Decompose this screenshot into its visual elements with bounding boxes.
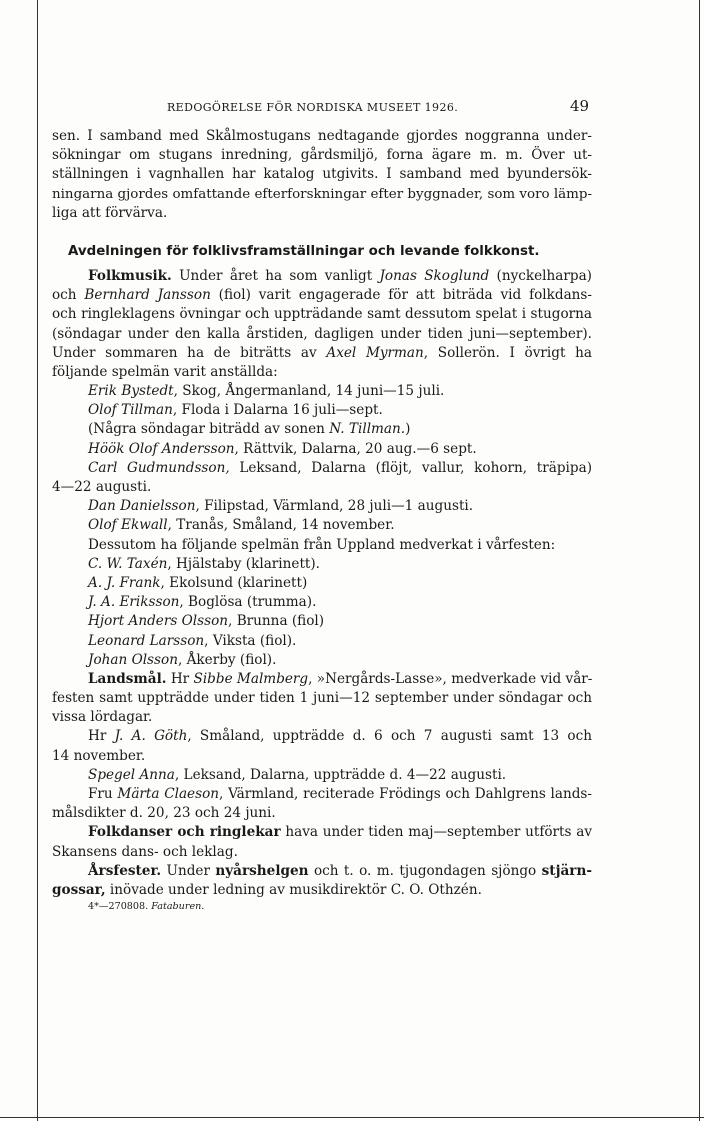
printer-signature: 4*—270808. [88, 901, 149, 913]
list-item: Olof Tillman, Floda i Dalarna 16 juli—sept. [88, 402, 383, 419]
text-line: sökningar om stugans inredning, gårdsmiljö, forna ägare m. m. Över ut- [52, 147, 592, 164]
uppland-intro: Dessutom ha följande spelmän från Uppland medverkat i vårfesten: [88, 536, 556, 553]
person-name: A. J. Frank [88, 574, 161, 591]
list-item: Carl Gudmundsson, Leksand, Dalarna (flöjt, vallur, kohorn, träpipa) [88, 459, 592, 476]
list-item-continuation: 4—22 augusti. [52, 479, 152, 495]
page-body [52, 127, 592, 914]
text-line: följande spelmän varit anställda: [52, 363, 278, 380]
text-line: Folkdanser och ringlekar hava under tiden maj—september utförts av [88, 824, 593, 841]
person-name: Höök Olof Andersson [88, 440, 235, 457]
person-name: Johan Olsson [88, 651, 178, 668]
journal-name: Fataburen. [151, 901, 205, 913]
text-line: festen samt uppträdde under tiden 1 juni—12 september under söndagar och [52, 690, 592, 707]
text-line: Landsmål. Hr Sibbe Malmberg, »Nergårds-Lasse», medverkade vid vår- [88, 670, 593, 687]
page-number: 49 [570, 97, 590, 115]
person-name: Sibbe Malmberg [193, 670, 309, 687]
text-line: (söndagar under den kalla årstiden, dagligen under tiden juni—september). [52, 325, 592, 342]
person-name: Olof Tillman [88, 402, 173, 419]
text-line: vissa lördagar. [52, 709, 153, 726]
left-page-edge [37, 0, 38, 1121]
musician-list [52, 382, 592, 670]
text-line: ningarna gjordes omfattande efterforskningar efter byggnader, som voro lämp- [52, 186, 592, 202]
text-line: Folkmusik. Under året ha som vanligt Jonas Skoglund (nyckelharpa) [88, 267, 592, 284]
text-line: Fru Märta Claeson, Värmland, reciterade Frödings och Dahlgrens lands- [88, 786, 592, 802]
list-item: Leonard Larsson, Viksta (fiol). [88, 632, 297, 649]
bold-term: gossar, [52, 881, 106, 898]
text-line: Årsfester. Under nyårshelgen och t. o. m. tjugondagen sjöngo stjärn- [88, 862, 592, 879]
arsfester-label: Årsfester. [88, 862, 162, 879]
folkmusik-paragraph [52, 267, 592, 382]
folkdanser-paragraph [52, 823, 592, 861]
list-item: Dan Danielsson, Filipstad, Värmland, 28 juli—1 augusti. [88, 498, 474, 515]
text-line: och ringleklagens övningar och uppträdande samt dessutom spelat i stugorna [52, 306, 592, 323]
text-line: Under sommaren ha de biträtts av Axel Myrman, Sollerön. I övrigt ha [52, 344, 592, 361]
text-line: ställningen i vagnhallen har katalog utgivits. I samband med byundersök- [52, 166, 592, 183]
list-item: C. W. Taxén, Hjälstaby (klarinett). [88, 555, 320, 572]
person-name: Erik Bystedt [88, 383, 174, 400]
person-name: J. A. Göth [114, 728, 188, 745]
text-line: gossar, inövade under ledning av musikdirektör C. O. Othzén. [52, 881, 482, 898]
landsmal-paragraph [52, 670, 592, 824]
list-item: (Några söndagar biträdd av sonen N. Tillman.) [88, 421, 411, 438]
section-title: Avdelningen för folklivsframställningar och levande folkkonst. [68, 243, 540, 259]
intro-paragraph [52, 127, 592, 223]
text-line: Spegel Anna, Leksand, Dalarna, uppträdde d. 4—22 augusti. [88, 766, 507, 783]
footer-signature [52, 900, 592, 914]
person-name: Jonas Skoglund [379, 267, 490, 284]
person-name: Dan Danielsson [88, 498, 196, 515]
person-name: J. A. Eriksson [88, 594, 180, 611]
text-line: Skansens dans- och leklag. [52, 843, 238, 860]
right-page-edge [699, 0, 700, 1121]
person-name: Leonard Larsson [88, 632, 205, 649]
text-line: liga att förvärva. [52, 204, 168, 221]
person-name: Axel Myrman [326, 344, 424, 361]
list-item: J. A. Eriksson, Boglösa (trumma). [88, 594, 317, 611]
person-name: N. Tillman. [329, 421, 406, 438]
list-item: Hjort Anders Olsson, Brunna (fiol) [88, 613, 325, 630]
text-line: Hr J. A. Göth, Småland, uppträdde d. 6 och 7 augusti samt 13 och [88, 728, 592, 745]
person-name: Märta Claeson [117, 786, 220, 802]
text-line: och Bernhard Jansson (fiol) varit engagerade för att biträda vid folkdans- [52, 287, 592, 304]
landsmal-label: Landsmål. [88, 670, 167, 687]
list-item: Erik Bystedt, Skog, Ångermanland, 14 juni—15 juli. [88, 383, 445, 400]
arsfester-paragraph [52, 862, 592, 900]
person-name: Carl Gudmundsson, [88, 459, 230, 476]
bold-term: nyårshelgen [215, 862, 309, 879]
person-name: Bernhard Jansson [84, 287, 211, 304]
person-name: Hjort Anders Olsson [88, 613, 229, 630]
person-name: C. W. Taxén [88, 555, 168, 572]
text-line: 14 november. [52, 747, 146, 764]
text-line: målsdikter d. 20, 23 och 24 juni. [52, 805, 276, 822]
folkmusik-label: Folkmusik. [88, 267, 172, 284]
list-item: Johan Olsson, Åkerby (fiol). [88, 651, 277, 668]
text-line: sen. I samband med Skålmostugans nedtagande gjordes noggranna under- [52, 128, 592, 144]
running-title: REDOGÖRELSE FÖR NORDISKA MUSEET 1926. [167, 101, 459, 114]
list-item: Olof Ekwall, Tranås, Småland, 14 november. [88, 517, 395, 534]
person-name: Olof Ekwall [88, 517, 168, 534]
bold-term: stjärn- [541, 862, 592, 879]
folkdanser-label: Folkdanser och ringlekar [88, 824, 281, 841]
running-header [0, 97, 704, 117]
list-item: Höök Olof Andersson, Rättvik, Dalarna, 20 aug.—6 sept. [88, 440, 477, 457]
list-item: A. J. Frank, Ekolsund (klarinett) [88, 574, 308, 591]
bottom-page-edge [0, 1117, 704, 1118]
person-name: Spegel Anna [88, 766, 175, 783]
